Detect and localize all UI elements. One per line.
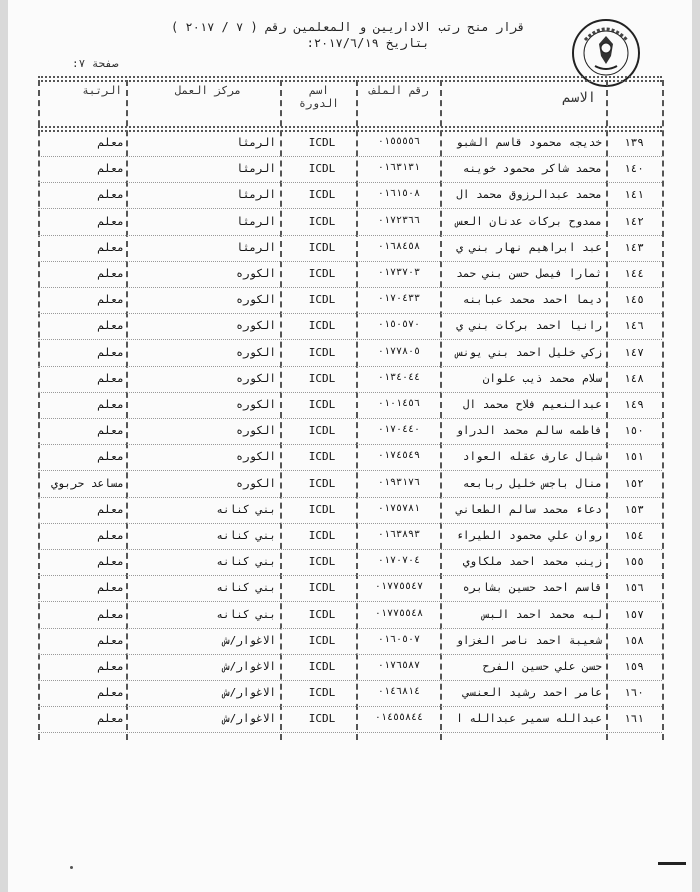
- employee-name: لبه محمد احمد البس: [482, 607, 602, 621]
- work-center: الكوره: [236, 450, 276, 464]
- row-separator: [38, 208, 662, 209]
- file-number: ٠١٩٣١٧٦: [377, 476, 421, 488]
- row-separator: [38, 366, 662, 367]
- file-number: ٠١٧٤٥٤٩: [377, 450, 421, 462]
- rank: معلم: [97, 607, 124, 621]
- course-name: ICDL: [308, 712, 336, 726]
- row-separator: [38, 523, 662, 524]
- table-row: [38, 211, 662, 237]
- row-separator: [38, 156, 662, 157]
- row-number: ١٤٦: [624, 319, 644, 333]
- rank: معلم: [97, 555, 124, 569]
- row-number: ١٤٩: [624, 398, 644, 411]
- course-name: ICDL: [308, 136, 336, 149]
- header-file-number: رقم الملف: [369, 84, 429, 97]
- course-name: ICDL: [308, 319, 336, 333]
- table-row: [38, 473, 662, 499]
- table-row: [38, 394, 662, 420]
- rank: معلم: [97, 267, 124, 280]
- employee-name: حسن علي حسين الفرح: [482, 660, 602, 673]
- employee-name: خديجه محمود قاسم الشبو: [456, 136, 602, 149]
- row-number: ١٥٥: [624, 555, 644, 569]
- course-name: ICDL: [308, 214, 336, 228]
- work-center: بني كنانه: [216, 555, 276, 569]
- employee-name: زكي خليل احمد بني يونس: [456, 345, 602, 359]
- document-title: قرار منح رتب الاداريين و المعلمين رقم ( ٧ / ٢٠١٧ ): [170, 20, 526, 34]
- row-separator: [38, 628, 662, 629]
- rank: معلم: [97, 686, 124, 700]
- work-center: بني كنانه: [216, 581, 276, 595]
- rank: معلم: [97, 633, 124, 647]
- course-name: ICDL: [308, 686, 336, 700]
- course-name: ICDL: [308, 633, 336, 647]
- table-top-border-2: [38, 80, 662, 82]
- file-number: ٠١٣٤٠٤٤: [377, 371, 421, 383]
- employee-name: ممدوح بركات عدنان العس: [456, 214, 602, 228]
- table-row: [38, 525, 662, 551]
- rank: معلم: [97, 712, 124, 726]
- work-center: الكوره: [236, 371, 276, 385]
- row-number: ١٥٨: [624, 633, 644, 647]
- employee-name: زينب محمد احمد ملكاوي: [462, 555, 602, 569]
- rank: معلم: [97, 188, 124, 202]
- row-separator: [38, 287, 662, 288]
- table-row: [38, 446, 662, 472]
- scan-speck: [70, 866, 73, 869]
- table-row: [38, 604, 662, 630]
- file-number: ٠١٥٠٥٧٠: [377, 319, 421, 331]
- course-name: ICDL: [308, 162, 336, 176]
- employee-name: عبدالنعيم فلاح محمد ال: [462, 398, 602, 411]
- employee-name: عبدالله سمير عبدالله ا: [456, 712, 602, 726]
- table-row: [38, 315, 662, 341]
- rank: معلم: [97, 660, 124, 673]
- rank: معلم: [97, 319, 124, 333]
- table-row: [38, 420, 662, 446]
- course-name: ICDL: [308, 424, 336, 438]
- employee-name: ديما احمد محمد عبابنه: [462, 293, 602, 307]
- course-name: ICDL: [308, 581, 336, 595]
- row-separator: [38, 601, 662, 602]
- employee-name: رانيا احمد بركات بني ي: [456, 319, 602, 333]
- work-center: الاغوار/ش: [223, 660, 276, 673]
- row-separator: [38, 680, 662, 681]
- rank: مساعد حربوي: [51, 476, 124, 490]
- employee-name: عبد ابراهيم نهار بني ي: [456, 240, 602, 254]
- employee-name: شبال عارف عقله العواد: [462, 450, 602, 464]
- work-center: الاغوار/ش: [223, 712, 276, 726]
- file-number: ٠١٦٣١٣١: [377, 162, 421, 174]
- header-course-name: اسم الدورة: [299, 84, 339, 110]
- rank: معلم: [97, 424, 124, 438]
- header-work-center: مركز العمل: [174, 84, 242, 97]
- table-row: [38, 289, 662, 315]
- row-separator: [38, 706, 662, 707]
- header-name: الاسم: [562, 90, 596, 106]
- table-row: [38, 368, 662, 394]
- header-bottom-border: [38, 126, 662, 128]
- employee-name: سلام محمد ذيب علوان: [482, 371, 602, 385]
- course-name: ICDL: [308, 555, 336, 569]
- employee-name: ثمارا فيصل حسن بني حمد: [456, 267, 602, 280]
- row-number: ١٤٣: [624, 240, 644, 254]
- course-name: ICDL: [308, 240, 336, 254]
- rank: معلم: [97, 502, 124, 516]
- work-center: الكوره: [236, 293, 276, 307]
- row-separator: [38, 392, 662, 393]
- course-name: ICDL: [308, 529, 336, 542]
- row-number: ١٦١: [624, 712, 644, 726]
- employee-name: محمد عبدالرزوق محمد ال: [456, 188, 602, 202]
- work-center: بني كنانه: [216, 502, 276, 516]
- rank: معلم: [97, 240, 124, 254]
- employee-name: عامر احمد رشيد العنسي: [462, 686, 602, 700]
- employee-name: قاسم احمد حسين بشابره: [462, 581, 602, 595]
- row-number: ١٥٢: [624, 476, 644, 490]
- row-number: ١٤١: [624, 188, 644, 202]
- table-row: [38, 577, 662, 603]
- file-number: ٠١٧٧٥٥٤٧: [374, 581, 424, 593]
- work-center: الرمثا: [236, 136, 276, 149]
- row-separator: [38, 182, 662, 183]
- file-number: ٠١٤٥٥٨٤٤: [374, 712, 424, 724]
- header-rank: الرتبة: [82, 84, 122, 97]
- row-separator: [38, 418, 662, 419]
- row-number: ١٤٥: [624, 293, 644, 307]
- row-separator: [38, 732, 662, 733]
- course-name: ICDL: [308, 660, 336, 673]
- table-row: [38, 184, 662, 210]
- table-row: [38, 237, 662, 263]
- work-center: الرمثا: [236, 188, 276, 202]
- rank: معلم: [97, 136, 124, 149]
- row-number: ١٤٢: [624, 214, 644, 228]
- row-number: ١٤٨: [624, 371, 644, 385]
- employee-name: منال باجس خليل ربابعه: [462, 476, 602, 490]
- file-number: ٠١٧٠٤٤٠: [377, 424, 421, 436]
- row-separator: [38, 654, 662, 655]
- document-date: بتاريخ ٢٠١٧/٦/١٩:: [306, 36, 430, 50]
- course-name: ICDL: [308, 371, 336, 385]
- file-number: ٠١٧٧٨٠٥: [377, 345, 421, 357]
- rank: معلم: [97, 371, 124, 385]
- course-name: ICDL: [308, 398, 336, 411]
- file-number: ٠١٦١٥٠٨: [377, 188, 421, 200]
- work-center: بني كنانه: [216, 607, 276, 621]
- work-center: الاغوار/ش: [223, 633, 276, 647]
- employee-name: فاطمه سالم محمد الدراو: [456, 424, 602, 438]
- rank: معلم: [97, 529, 124, 542]
- work-center: الرمثا: [236, 162, 276, 176]
- row-number: ١٥٦: [624, 581, 644, 595]
- row-separator: [38, 339, 662, 340]
- file-number: ٠١٦٣٨٩٣: [377, 529, 421, 540]
- work-center: الرمثا: [236, 240, 276, 254]
- work-center: الكوره: [236, 267, 276, 280]
- row-number: ١٥٤: [624, 529, 644, 542]
- rank: معلم: [97, 398, 124, 411]
- column-divider: [662, 80, 664, 740]
- row-separator: [38, 261, 662, 262]
- table-row: [38, 682, 662, 708]
- work-center: بني كنانه: [216, 529, 276, 542]
- rank: معلم: [97, 450, 124, 464]
- course-name: ICDL: [308, 267, 336, 280]
- table-row: [38, 708, 662, 734]
- row-number: ١٥٩: [624, 660, 644, 673]
- table-row: [38, 158, 662, 184]
- row-separator: [38, 497, 662, 498]
- employee-name: شعيبة احمد ناصر الغزاو: [456, 633, 602, 647]
- work-center: الكوره: [236, 345, 276, 359]
- row-separator: [38, 470, 662, 471]
- employee-name: روان علي محمود الطيراء: [456, 529, 602, 542]
- rank: معلم: [97, 581, 124, 595]
- row-separator: [38, 549, 662, 550]
- file-number: ٠١٤٦٨١٤: [377, 686, 421, 698]
- course-name: ICDL: [308, 476, 336, 490]
- file-number: ٠١٥٥٥٥٦: [377, 136, 421, 147]
- document-page: [8, 0, 692, 892]
- rank: معلم: [97, 293, 124, 307]
- table-row: [38, 263, 662, 289]
- table-row: [38, 499, 662, 525]
- file-number: ٠١٧٥٧٨١: [377, 502, 421, 514]
- table-top-border: [38, 76, 662, 78]
- table-row: [38, 342, 662, 368]
- table-row: [38, 656, 662, 682]
- page-number: صفحة ٧:: [72, 57, 119, 70]
- course-name: ICDL: [308, 188, 336, 202]
- table-row: [38, 132, 662, 158]
- file-number: ٠١٧٢٣٦٦: [377, 214, 421, 226]
- file-number: ٠١٦٠٥٠٧: [377, 633, 421, 645]
- file-number: ٠١٧٠٤٣٣: [377, 293, 421, 305]
- work-center: الكوره: [236, 424, 276, 438]
- table-row: [38, 630, 662, 656]
- course-name: ICDL: [308, 345, 336, 359]
- course-name: ICDL: [308, 502, 336, 516]
- row-number: ١٤٧: [624, 345, 644, 359]
- work-center: الاغوار/ش: [223, 686, 276, 700]
- row-separator: [38, 444, 662, 445]
- work-center: الكوره: [236, 319, 276, 333]
- file-number: ٠١٧٠٧٠٤: [377, 555, 421, 567]
- employee-name: دعاء محمد سالم الطعاني: [456, 502, 602, 516]
- course-name: ICDL: [308, 293, 336, 307]
- row-number: ١٥٠: [624, 424, 644, 438]
- file-number: ٠١٧٧٥٥٤٨: [374, 607, 424, 619]
- employee-name: محمد شاكر محمود خوينه: [462, 162, 602, 176]
- file-number: ٠١٧٣٧٠٣: [377, 267, 421, 278]
- row-number: ١٥٣: [624, 502, 644, 516]
- row-number: ١٦٠: [624, 686, 644, 700]
- file-number: ٠١٠١٤٥٦: [377, 398, 421, 409]
- work-center: الكوره: [236, 398, 276, 411]
- table-row: [38, 551, 662, 577]
- course-name: ICDL: [308, 450, 336, 464]
- row-number: ١٣٩: [624, 136, 644, 149]
- scan-mark: [658, 862, 686, 865]
- row-number: ١٤٤: [624, 267, 644, 280]
- row-number: ١٥١: [624, 450, 644, 464]
- row-number: ١٤٠: [624, 162, 644, 176]
- file-number: ٠١٧٦٥٨٧: [377, 660, 421, 671]
- row-separator: [38, 235, 662, 236]
- rank: معلم: [97, 214, 124, 228]
- row-separator: [38, 313, 662, 314]
- rank: معلم: [97, 345, 124, 359]
- file-number: ٠١٦٨٤٥٨: [377, 240, 421, 252]
- course-name: ICDL: [308, 607, 336, 621]
- row-number: ١٥٧: [624, 607, 644, 621]
- rank: معلم: [97, 162, 124, 176]
- row-separator: [38, 575, 662, 576]
- work-center: الرمثا: [236, 214, 276, 228]
- work-center: الكوره: [236, 476, 276, 490]
